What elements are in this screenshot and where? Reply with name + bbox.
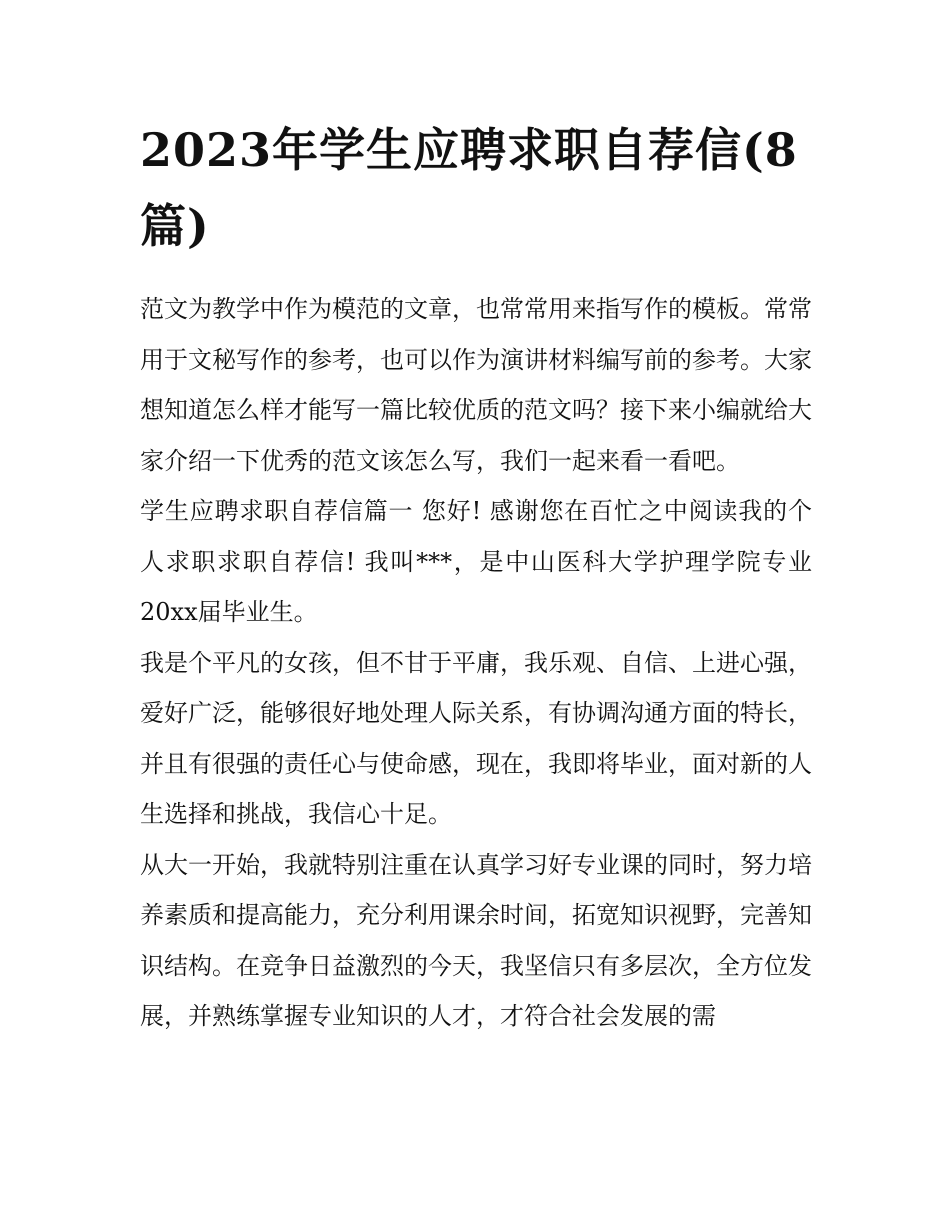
document-title: 2023年学生应聘求职自荐信(8篇)	[140, 123, 798, 253]
paragraph-study: 从大一开始，我就特别注重在认真学习好专业课的同时，努力培养素质和提高能力，充分利用课余时间，拓宽知识视野，完善知识结构。在竞争日益激烈的今天，我坚信只有多层次，全方位发展，并熟练掌握专业知识的人才，才符合社会发展的需	[140, 850, 812, 1030]
paragraph-personality: 我是个平凡的女孩，但不甘于平庸，我乐观、自信、上进心强，爱好广泛，能够很好地处理人际关系，有协调沟通方面的特长，并且有很强的责任心与使命感，现在，我即将毕业，面对新的人生选择和挑战，我信心十足。	[140, 648, 812, 828]
paragraph-greeting: 学生应聘求职自荐信篇一 您好! 感谢您在百忙之中阅读我的个人求职求职自荐信! 我叫***，是中山医科大学护理学院专业20xx届毕业生。	[140, 497, 812, 626]
paragraph-intro: 范文为教学中作为模范的文章，也常常用来指写作的模板。常常用于文秘写作的参考，也可以作为演讲材料编写前的参考。大家想知道怎么样才能写一篇比较优质的范文吗？接下来小编就给大家介绍一下优秀的范文该怎么写，我们一起来看一看吧。	[140, 295, 812, 475]
document-body	[140, 284, 812, 1042]
document-content	[140, 112, 812, 1042]
